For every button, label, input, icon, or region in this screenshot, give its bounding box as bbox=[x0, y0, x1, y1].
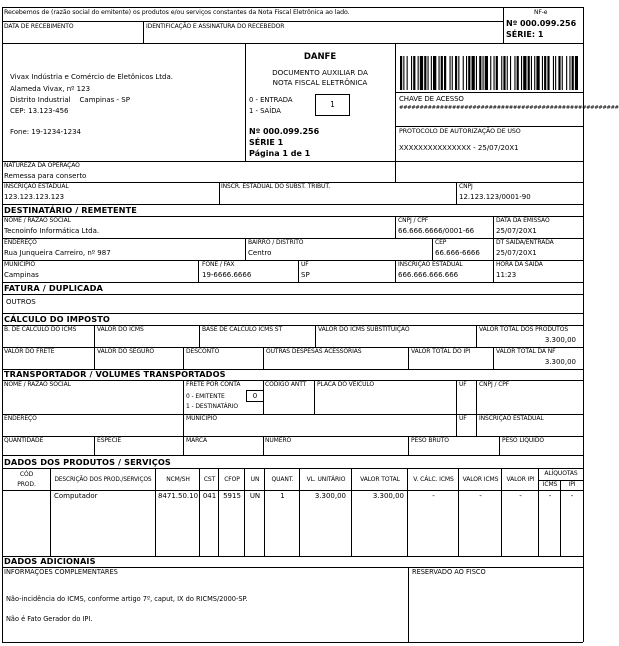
grid-line bbox=[2, 468, 583, 469]
grid-line bbox=[183, 347, 184, 369]
recipient-district-value: Centro bbox=[248, 249, 272, 257]
barcode-bar bbox=[483, 56, 484, 90]
barcode-bar bbox=[521, 56, 522, 90]
receipt-text: Recebemos de (razão social do emitente) os produtos e/ou serviços constantes da Nota Fiscal Eletrônica ao lado. bbox=[4, 9, 350, 16]
carrier-freight-label: FRETE POR CONTA bbox=[186, 381, 241, 388]
nfe-label: NF-e bbox=[534, 9, 548, 16]
barcode-bar bbox=[455, 56, 457, 90]
emitter-address: Alameda Vivax, nº 123 bbox=[10, 85, 91, 93]
grid-line bbox=[503, 7, 504, 43]
tax-products-total-label: VALOR TOTAL DOS PRODUTOS bbox=[479, 326, 569, 333]
recipient-phone-value: 19-6666.6666 bbox=[202, 271, 252, 279]
barcode-bar bbox=[517, 56, 519, 90]
barcode-bar bbox=[441, 56, 443, 90]
product-ncm: 8471.50.10 bbox=[157, 492, 199, 500]
grid-line bbox=[143, 21, 144, 43]
barcode-bar bbox=[523, 56, 526, 90]
tax-section-title: CÁLCULO DO IMPOSTO bbox=[4, 314, 110, 324]
grid-line bbox=[476, 380, 477, 436]
product-desc: Computador bbox=[54, 492, 98, 500]
emission-date-label: DATA DA EMISSÃO bbox=[496, 217, 550, 224]
recipient-ie-label: INSCRIÇÃO ESTADUAL bbox=[398, 261, 463, 268]
recipient-city-value: Campinas bbox=[4, 271, 39, 279]
barcode-bar bbox=[468, 56, 470, 90]
grid-line bbox=[560, 480, 561, 556]
product-cst: 041 bbox=[202, 492, 217, 500]
barcode-bar bbox=[510, 56, 511, 90]
emitter-phone: Fone: 19-1234-1234 bbox=[10, 128, 81, 136]
grid-line bbox=[245, 238, 246, 260]
grid-line bbox=[395, 260, 396, 282]
barcode-bar bbox=[450, 56, 451, 90]
products-section-title: DADOS DOS PRODUTOS / SERVIÇOS bbox=[4, 457, 171, 467]
recipient-city-label: MUNICÍPIO bbox=[4, 261, 35, 268]
recipient-address-label: ENDEREÇO bbox=[4, 239, 37, 246]
emitter-cep: CEP: 13.123-456 bbox=[10, 107, 69, 115]
barcode-bar bbox=[494, 56, 495, 90]
additional-info-label: INFORMAÇÕES COMPLEMENTARES bbox=[4, 568, 118, 576]
product-icms-value: - bbox=[479, 492, 482, 500]
recipient-district-label: BAIRRO / DISTRITO bbox=[248, 239, 304, 246]
col-code-header-2: PROD. bbox=[17, 481, 36, 488]
barcode-bar bbox=[400, 56, 402, 90]
grid-line bbox=[456, 182, 457, 204]
access-key-label: CHAVE DE ACESSO bbox=[399, 95, 464, 103]
barcode-bar bbox=[503, 56, 505, 90]
recipient-cep-value: 66.666-6666 bbox=[435, 249, 480, 257]
emitter-name: Vivax Indústria e Comércio de Eletônicos Ltda. bbox=[10, 73, 174, 81]
col-ncm-header: NCM/SH bbox=[166, 476, 190, 483]
product-rate-ipi: - bbox=[570, 492, 574, 500]
col-desc-header: DESCRIÇÃO DOS PROD./SERVIÇOS bbox=[54, 477, 152, 483]
barcode-bar bbox=[566, 56, 567, 90]
recipient-cep-label: CEP bbox=[435, 239, 447, 246]
grid-line bbox=[2, 161, 583, 162]
barcode-bar bbox=[562, 56, 563, 90]
receiver-signature-label: IDENTIFICAÇÃO E ASSINATURA DO RECEBEDOR bbox=[146, 23, 285, 30]
barcode-bar bbox=[433, 56, 436, 90]
tax-products-total-value: 3.300,00 bbox=[544, 336, 576, 344]
carrier-ie-label: INSCRIÇÃO ESTADUAL bbox=[479, 415, 544, 422]
tax-icms-st-value-label: VALOR DO ICMS SUBSTITUIÇÃO bbox=[318, 326, 410, 333]
barcode-bar bbox=[507, 56, 508, 90]
barcode-bar bbox=[476, 56, 477, 90]
invoice-section-title: FATURA / DUPLICADA bbox=[4, 283, 103, 293]
grid-line bbox=[493, 216, 494, 282]
carrier-freight-box bbox=[246, 390, 264, 402]
grid-line bbox=[395, 216, 396, 238]
recipient-ie-value: 666.666.666.666 bbox=[398, 271, 459, 279]
grid-line bbox=[198, 260, 199, 282]
barcode-bar bbox=[479, 56, 481, 90]
barcode-bar bbox=[544, 56, 546, 90]
product-ipi-value: - bbox=[519, 492, 522, 500]
barcode-bar bbox=[490, 56, 491, 90]
protocol-value: XXXXXXXXXXXXXXX - 25/07/20X1 bbox=[399, 144, 519, 152]
barcode-bar bbox=[528, 56, 530, 90]
grid-line bbox=[456, 380, 457, 436]
tax-insurance-label: VALOR DO SEGURO bbox=[97, 348, 155, 355]
barcode-bar bbox=[428, 56, 429, 90]
barcode bbox=[400, 56, 578, 90]
grid-line bbox=[499, 436, 500, 455]
carrier-freight-value: 0 bbox=[252, 391, 258, 400]
barcode-bar bbox=[466, 56, 467, 90]
danfe-subtitle-2: NOTA FISCAL ELETRÔNICA bbox=[272, 78, 368, 87]
carrier-freight-opt0: 0 - EMITENTE bbox=[186, 393, 225, 400]
danfe-series: SÉRIE 1 bbox=[249, 138, 284, 147]
carrier-number-label: NÚMERO bbox=[265, 437, 292, 444]
barcode-bar bbox=[553, 56, 554, 90]
col-rate-icms-header: ICMS bbox=[542, 481, 558, 488]
barcode-bar bbox=[472, 56, 475, 90]
grid-line bbox=[395, 92, 583, 93]
grid-line bbox=[219, 182, 220, 204]
canhoto-number: Nº 000.099.256 bbox=[506, 19, 577, 28]
grid-line bbox=[94, 436, 95, 455]
product-un: UN bbox=[249, 492, 261, 500]
exit-date-label: DT SAÍDA/ENTRADA bbox=[496, 239, 554, 246]
grid-line bbox=[183, 380, 184, 436]
grid-line bbox=[408, 436, 409, 455]
grid-line bbox=[408, 567, 409, 642]
grid-line bbox=[2, 455, 583, 456]
danfe-saida: 1 - SAÍDA bbox=[249, 107, 281, 115]
grid-line bbox=[2, 294, 583, 295]
barcode-bar bbox=[558, 56, 560, 90]
receipt-date-label: DATA DE RECEBIMENTO bbox=[4, 23, 74, 30]
col-qty-header: QUANT. bbox=[271, 476, 294, 483]
tax-freight-label: VALOR DO FRETE bbox=[4, 348, 55, 355]
carrier-city-label: MUNICÍPIO bbox=[186, 415, 217, 422]
recipient-cnpj-label: CNPJ / CPF bbox=[398, 217, 429, 224]
grid-line bbox=[408, 347, 409, 369]
barcode-bar bbox=[547, 56, 549, 90]
grid-line bbox=[314, 380, 315, 414]
grid-line bbox=[2, 436, 583, 437]
grid-line bbox=[2, 642, 583, 643]
col-cst-header: CST bbox=[203, 476, 216, 483]
col-code-header-1: CÓD bbox=[19, 471, 34, 478]
col-total-value-header: VALOR TOTAL bbox=[360, 476, 400, 483]
carrier-net-weight-label: PESO LÍQUIDO bbox=[502, 437, 544, 444]
protocol-label: PROTOCOLO DE AUTORIZAÇÃO DE USO bbox=[399, 128, 521, 135]
barcode-bar bbox=[439, 56, 440, 90]
carrier-species-label: ESPÉCIE bbox=[97, 437, 122, 444]
danfe-page: Página 1 de 1 bbox=[249, 149, 311, 158]
barcode-bar bbox=[569, 56, 570, 90]
recipient-phone-label: FONE / FAX bbox=[202, 261, 235, 268]
grid-line bbox=[432, 238, 433, 260]
carrier-qty-label: QUANTIDADE bbox=[4, 437, 44, 444]
col-cfop-header: CFOP bbox=[224, 476, 240, 483]
danfe-number: Nº 000.099.256 bbox=[249, 127, 320, 136]
canhoto-series: SÉRIE: 1 bbox=[506, 30, 544, 39]
carrier-plate-label: PLACA DO VEÍCULO bbox=[317, 381, 375, 388]
recipient-uf-value: SP bbox=[301, 271, 310, 279]
grid-line bbox=[94, 325, 95, 369]
carrier-uf-label: UF bbox=[459, 381, 467, 388]
grid-line bbox=[583, 7, 584, 642]
emitter-ie-value: 123.123.123.123 bbox=[4, 193, 65, 201]
additional-info-line-2: Não é Fato Gerador do IPI. bbox=[6, 615, 93, 623]
recipient-uf-label: UF bbox=[301, 261, 309, 268]
grid-line bbox=[263, 347, 264, 369]
col-icms-value-header: VALOR ICMS bbox=[462, 476, 499, 483]
danfe-type-box bbox=[315, 94, 350, 116]
carrier-section-title: TRANSPORTADOR / VOLUMES TRANSPORTADOS bbox=[4, 369, 226, 379]
emitter-cnpj-value: 12.123.123/0001-90 bbox=[459, 193, 531, 201]
tax-nf-total-label: VALOR TOTAL DA NF bbox=[496, 348, 556, 355]
barcode-bar bbox=[485, 56, 488, 90]
barcode-bar bbox=[572, 56, 574, 90]
tax-ipi-total-label: VALOR TOTAL DO IPI bbox=[411, 348, 471, 355]
barcode-bar bbox=[575, 56, 578, 90]
grid-line bbox=[2, 490, 583, 491]
grid-line bbox=[263, 436, 264, 455]
barcode-bar bbox=[536, 56, 539, 90]
grid-line bbox=[183, 436, 184, 455]
product-cfop: 5915 bbox=[223, 492, 241, 500]
tax-icms-value-label: VALOR DO ICMS bbox=[97, 326, 144, 333]
barcode-bar bbox=[531, 56, 532, 90]
col-rate-ipi-header: IPI bbox=[568, 481, 576, 488]
grid-line bbox=[2, 7, 583, 8]
recipient-name-label: NOME / RAZÃO SOCIAL bbox=[4, 217, 71, 224]
carrier-uf2-label: UF bbox=[459, 415, 467, 422]
barcode-bar bbox=[534, 56, 535, 90]
emission-date-value: 25/07/20X1 bbox=[496, 227, 537, 235]
barcode-bar bbox=[463, 56, 464, 90]
col-rates-header: ALÍQUOTAS bbox=[544, 470, 578, 477]
col-icms-base-header: V. CÁLC. ICMS bbox=[413, 476, 454, 483]
barcode-bar bbox=[501, 56, 502, 90]
reserved-fisco-label: RESERVADO AO FISCO bbox=[412, 568, 486, 576]
barcode-bar bbox=[542, 56, 543, 90]
barcode-bar bbox=[514, 56, 515, 90]
carrier-freight-opt1: 1 - DESTINATÁRIO bbox=[186, 403, 238, 410]
recipient-address-value: Rua Junqueira Carreiro, nº 987 bbox=[4, 249, 111, 257]
col-unit-value-header: VL. UNITÁRIO bbox=[306, 476, 346, 483]
access-key-value: ###################################################### bbox=[399, 105, 619, 111]
product-icms-base: - bbox=[432, 492, 435, 500]
barcode-bar bbox=[555, 56, 556, 90]
emitter-ie-st-label: INSCR. ESTADUAL DO SUBST. TRIBUT. bbox=[221, 183, 331, 190]
carrier-gross-weight-label: PESO BRUTO bbox=[411, 437, 449, 444]
grid-line bbox=[493, 347, 494, 369]
tax-discount-label: DESCONTO bbox=[186, 348, 220, 355]
emitter-ie-label: INSCRIÇÃO ESTADUAL bbox=[4, 183, 69, 190]
barcode-bar bbox=[418, 56, 419, 90]
barcode-bar bbox=[420, 56, 423, 90]
barcode-bar bbox=[452, 56, 453, 90]
grid-line bbox=[395, 126, 583, 127]
carrier-name-label: NOME / RAZÃO SOCIAL bbox=[4, 381, 71, 388]
carrier-antt-label: CÓDIGO ANTT bbox=[265, 381, 307, 388]
recipient-section-title: DESTINATÁRIO / REMETENTE bbox=[4, 205, 138, 215]
barcode-bar bbox=[407, 56, 408, 90]
emitter-district-city: Distrito Industrial Campinas - SP bbox=[10, 96, 130, 104]
additional-info-line-1: Não-incidência do ICMS, conforme artigo 7º, caput, IX do RICMS/2000-SP. bbox=[6, 595, 248, 603]
barcode-bar bbox=[458, 56, 459, 90]
barcode-bar bbox=[411, 56, 412, 90]
tax-icms-base-label: B. DE CÁLCULO DO ICMS bbox=[4, 326, 77, 333]
invoice-value: OUTROS bbox=[6, 298, 36, 306]
barcode-bar bbox=[431, 56, 432, 90]
grid-line bbox=[199, 325, 200, 347]
danfe-type-value: 1 bbox=[330, 100, 335, 109]
danfe-entrada: 0 - ENTRADA bbox=[249, 96, 293, 104]
product-rate-icms: - bbox=[548, 492, 552, 500]
additional-section-title: DADOS ADICIONAIS bbox=[4, 556, 96, 566]
tax-other-expenses-label: OUTRAS DESPESAS ACESSÓRIAS bbox=[266, 348, 362, 355]
col-un-header: UN bbox=[250, 476, 260, 483]
carrier-brand-label: MARCA bbox=[186, 437, 207, 444]
grid-line bbox=[2, 21, 503, 22]
barcode-bar bbox=[496, 56, 498, 90]
danfe-title: DANFE bbox=[303, 52, 337, 62]
recipient-cnpj-value: 66.666.6666/0001-66 bbox=[398, 227, 475, 235]
product-qty: 1 bbox=[280, 492, 285, 500]
grid-line bbox=[298, 260, 299, 282]
grid-line bbox=[315, 325, 316, 347]
exit-date-value: 25/07/20X1 bbox=[496, 249, 537, 257]
danfe-subtitle-1: DOCUMENTO AUXILIAR DA bbox=[272, 68, 368, 77]
product-unit-value: 3.300,00 bbox=[314, 492, 346, 500]
nature-label: NATUREZA DA OPERAÇÃO bbox=[4, 162, 80, 169]
exit-time-label: HORA DA SAÍDA bbox=[496, 261, 543, 268]
grid-line bbox=[2, 43, 583, 44]
barcode-bar bbox=[444, 56, 446, 90]
carrier-address-label: ENDEREÇO bbox=[4, 415, 37, 422]
product-total-value: 3.300,00 bbox=[372, 492, 404, 500]
grid-line bbox=[476, 325, 477, 347]
exit-time-value: 11:23 bbox=[496, 271, 517, 279]
nature-value: Remessa para conserto bbox=[4, 172, 87, 180]
col-ipi-value-header: VALOR IPI bbox=[506, 476, 535, 483]
barcode-bar bbox=[424, 56, 426, 90]
carrier-cnpj-label: CNPJ / CPF bbox=[479, 381, 510, 388]
recipient-name-value: Tecnoinfo Informática Ltda. bbox=[4, 227, 100, 235]
tax-icms-st-base-label: BASE DE CÁLCULO ICMS ST bbox=[202, 326, 283, 333]
barcode-bar bbox=[403, 56, 404, 90]
tax-nf-total-value: 3.300,00 bbox=[544, 358, 576, 366]
emitter-cnpj-label: CNPJ bbox=[459, 183, 473, 190]
barcode-bar bbox=[413, 56, 415, 90]
